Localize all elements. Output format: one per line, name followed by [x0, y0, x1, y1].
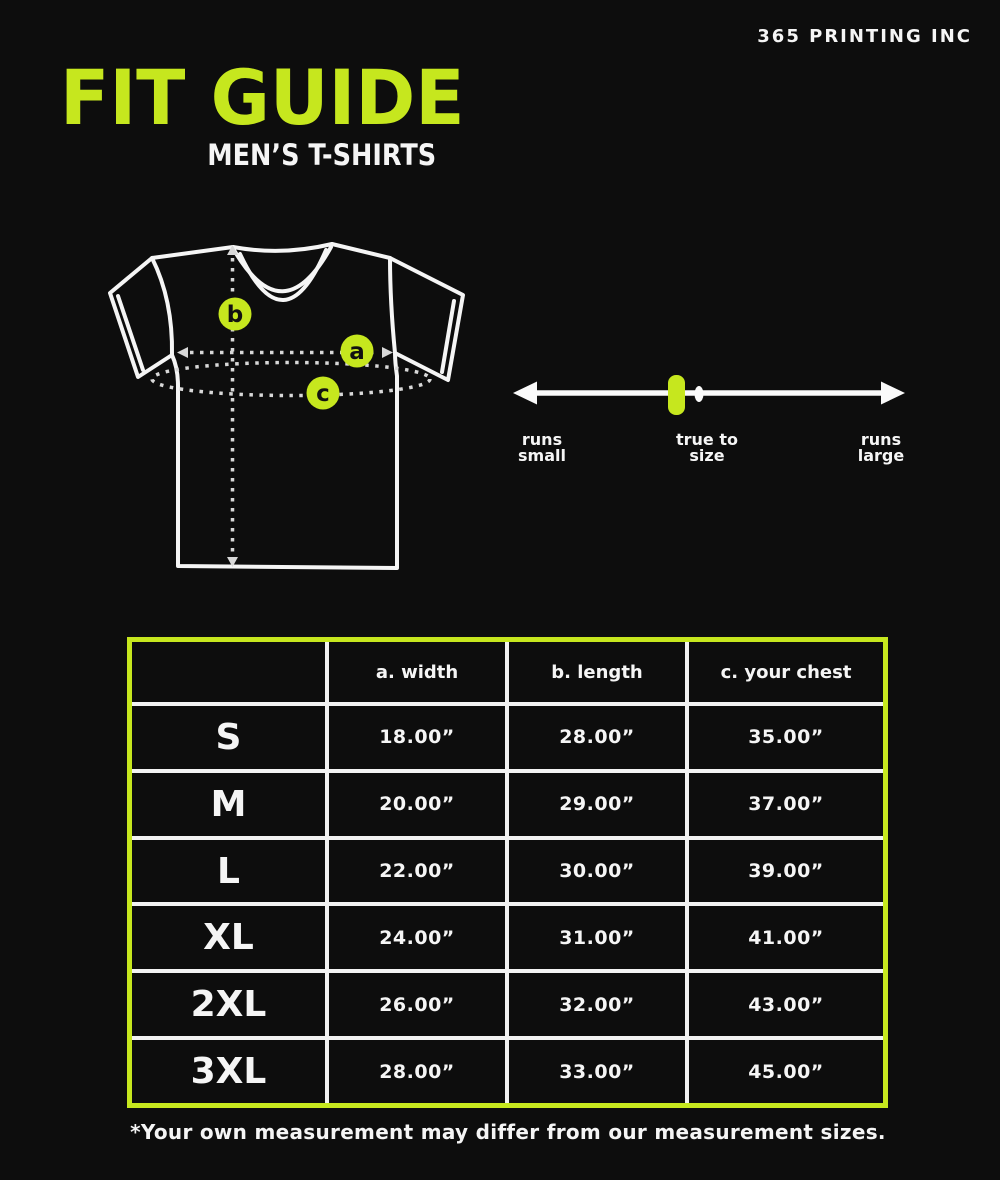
width-value: 18.00” — [329, 706, 505, 769]
length-value: 32.00” — [509, 973, 685, 1036]
fit-scale-arrow-right-icon — [881, 382, 905, 405]
size-label: L — [132, 840, 325, 903]
marker-b-label: b — [226, 302, 244, 328]
label-line: runs — [860, 430, 902, 449]
length-value: 30.00” — [509, 840, 685, 903]
chest-value: 41.00” — [689, 906, 883, 969]
fit-scale — [500, 358, 916, 430]
table-header-width: a. width — [329, 642, 505, 702]
width-value: 26.00” — [329, 973, 505, 1036]
page-subtitle: MEN’S T-SHIRTS — [207, 138, 436, 172]
measure-ellipse-chest — [152, 363, 430, 396]
arrow-right-icon — [382, 347, 393, 358]
width-value: 20.00” — [329, 773, 505, 836]
marker-c — [307, 377, 340, 410]
fit-scale-marker — [668, 375, 685, 415]
footnote: *Your own measurement may differ from our measurement sizes. — [130, 1120, 886, 1144]
fit-scale-tick — [695, 386, 704, 402]
size-table — [127, 637, 888, 1108]
length-value: 28.00” — [509, 706, 685, 769]
marker-c-label: c — [316, 381, 330, 407]
size-label: S — [132, 706, 325, 769]
arrow-left-icon — [177, 347, 188, 358]
label-line: true to — [676, 430, 738, 449]
tshirt-collar-back — [233, 244, 332, 251]
fit-scale-label-true-to-size — [637, 432, 777, 464]
fit-scale-label-runs-large — [811, 432, 951, 464]
width-value: 22.00” — [329, 840, 505, 903]
chest-value: 43.00” — [689, 973, 883, 1036]
length-value: 29.00” — [509, 773, 685, 836]
length-value: 33.00” — [509, 1040, 685, 1103]
chest-value: 37.00” — [689, 773, 883, 836]
page-subtitle-wrap — [62, 138, 436, 172]
marker-b — [219, 298, 252, 331]
chest-value: 45.00” — [689, 1040, 883, 1103]
label-line: small — [518, 446, 566, 465]
width-value: 24.00” — [329, 906, 505, 969]
table-header-length: b. length — [509, 642, 685, 702]
label-line: large — [857, 446, 905, 465]
fit-scale-label-runs-small — [472, 432, 612, 464]
size-label: M — [132, 773, 325, 836]
size-label: XL — [132, 906, 325, 969]
brand-name: 365 PRINTING INC — [757, 26, 972, 47]
tshirt-armhole-right — [390, 258, 395, 353]
size-label: 3XL — [132, 1040, 325, 1103]
size-label: 2XL — [132, 973, 325, 1036]
tshirt-diagram — [100, 238, 472, 576]
table-header-chest: c. your chest — [689, 642, 883, 702]
length-value: 31.00” — [509, 906, 685, 969]
marker-a-label: a — [349, 339, 365, 365]
label-line: runs — [521, 430, 563, 449]
table-header-blank — [132, 642, 325, 702]
marker-a — [341, 335, 374, 368]
tshirt-armhole-left — [152, 258, 172, 355]
chest-value: 39.00” — [689, 840, 883, 903]
label-line: size — [689, 446, 725, 465]
page-title: FIT GUIDE — [60, 53, 465, 142]
chest-value: 35.00” — [689, 706, 883, 769]
width-value: 28.00” — [329, 1040, 505, 1103]
fit-scale-arrow-left-icon — [513, 382, 537, 405]
